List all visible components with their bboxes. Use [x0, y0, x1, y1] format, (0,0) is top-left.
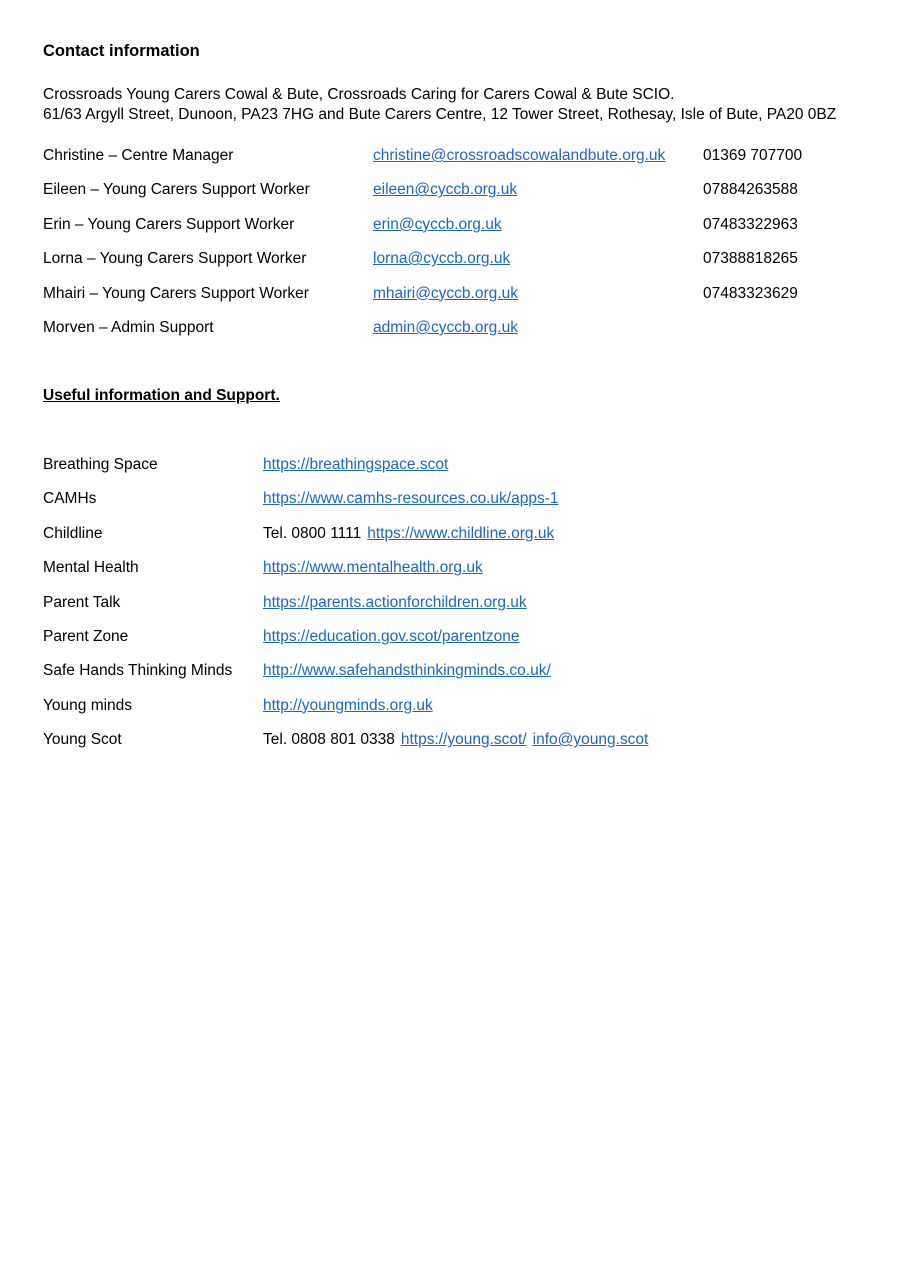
resource-name: Childline: [43, 524, 103, 542]
resource-row: [43, 490, 883, 524]
resource-row: [43, 697, 883, 731]
page-title: Contact information: [43, 42, 200, 60]
resource-detail: [263, 628, 520, 646]
resource-detail: [263, 731, 648, 749]
contact-email-link[interactable]: christine@crossroadscowalandbute.org.uk: [373, 147, 666, 164]
resource-detail: [263, 559, 483, 577]
resource-row: [43, 731, 883, 765]
resource-row: [43, 559, 883, 593]
resource-detail: [263, 662, 551, 680]
contact-phone: 07388818265: [703, 250, 798, 268]
contact-row: [43, 181, 883, 215]
resource-detail: [263, 525, 554, 543]
resource-name: Young Scot: [43, 731, 122, 749]
resource-name: Parent Zone: [43, 627, 129, 645]
support-section-heading: Useful information and Support.: [43, 387, 280, 404]
contact-name: Mhairi – Young Carers Support Worker: [43, 284, 309, 302]
resource-detail: [263, 456, 448, 474]
resource-link[interactable]: https://www.camhs-resources.co.uk/apps-1: [263, 490, 559, 508]
contact-email-link[interactable]: mhairi@cyccb.org.uk: [373, 284, 518, 302]
resource-link[interactable]: http://youngminds.org.uk: [263, 696, 433, 714]
resource-telephone: Tel. 0808 801 0338: [263, 731, 395, 749]
resource-telephone: Tel. 0800 1111: [263, 524, 362, 542]
resource-detail: [263, 697, 433, 715]
resource-link[interactable]: https://education.gov.scot/parentzone: [263, 627, 520, 645]
organisation-name: Crossroads Young Carers Cowal & Bute, Crossroads Caring for Carers Cowal & Bute SCIO.: [43, 86, 675, 103]
contact-email-link[interactable]: eileen@cyccb.org.uk: [373, 181, 518, 199]
contact-row: [43, 147, 883, 181]
resource-name: Parent Talk: [43, 593, 121, 611]
resource-row: [43, 662, 883, 696]
resource-name: Breathing Space: [43, 456, 158, 473]
contact-phone: 07884263588: [703, 181, 798, 199]
contact-email-link[interactable]: admin@cyccb.org.uk: [373, 318, 518, 336]
resource-name: Mental Health: [43, 559, 139, 577]
resources-list: [43, 456, 883, 766]
resource-row: [43, 628, 883, 662]
resource-row: [43, 594, 883, 628]
contact-row: [43, 250, 883, 284]
contact-row: [43, 319, 883, 353]
resource-row: [43, 456, 883, 490]
resource-link[interactable]: https://www.mentalhealth.org.uk: [263, 559, 483, 577]
contact-name: Morven – Admin Support: [43, 318, 214, 336]
contact-row: [43, 285, 883, 319]
resource-detail: [263, 490, 558, 508]
resource-detail: [263, 594, 527, 612]
contact-name: Lorna – Young Carers Support Worker: [43, 250, 307, 268]
contacts-table: [43, 147, 883, 353]
resource-name: CAMHs: [43, 490, 97, 508]
contact-phone: 01369 707700: [703, 147, 803, 164]
contact-name: Erin – Young Carers Support Worker: [43, 215, 295, 233]
contact-email-link[interactable]: lorna@cyccb.org.uk: [373, 250, 511, 268]
organisation-address: 61/63 Argyll Street, Dunoon, PA23 7HG and Bute Carers Centre, 12 Tower Street, Rothesay, Isle of Bute, PA20 0BZ: [43, 106, 837, 123]
resource-row: [43, 525, 883, 559]
resource-link[interactable]: http://www.safehandsthinkingminds.co.uk/: [263, 662, 551, 680]
resource-link[interactable]: https://parents.actionforchildren.org.uk: [263, 593, 527, 611]
contact-email-link[interactable]: erin@cyccb.org.uk: [373, 215, 502, 233]
contact-name: Eileen – Young Carers Support Worker: [43, 181, 310, 199]
contact-row: [43, 216, 883, 250]
contact-name: Christine – Centre Manager: [43, 147, 234, 164]
resource-link[interactable]: https://young.scot/: [400, 731, 527, 749]
resource-name: Young minds: [43, 696, 133, 714]
resource-name: Safe Hands Thinking Minds: [43, 662, 233, 680]
resource-link[interactable]: https://www.childline.org.uk: [367, 524, 555, 542]
resource-link[interactable]: https://breathingspace.scot: [263, 456, 449, 473]
contact-phone: 07483323629: [703, 284, 798, 302]
resource-email-link[interactable]: info@young.scot: [532, 731, 649, 749]
contact-phone: 07483322963: [703, 215, 798, 233]
